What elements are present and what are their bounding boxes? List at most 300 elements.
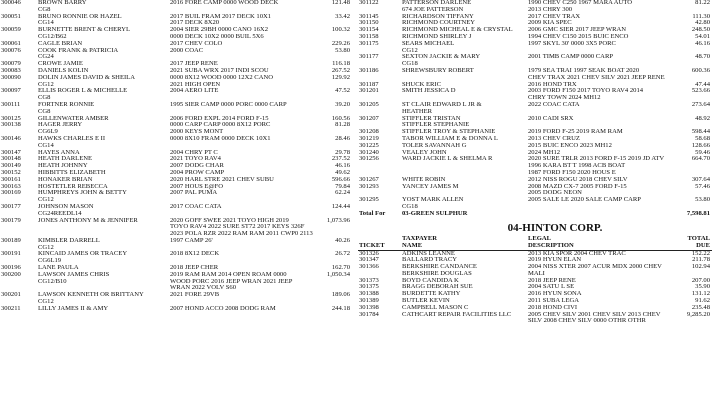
total-due: 54.01: [695, 32, 710, 40]
taxpayer-name: SHREWSBURY ROBERT: [402, 66, 474, 74]
total-due: 53.80: [335, 46, 350, 54]
total-due: 59.46: [695, 148, 710, 156]
ticket-number: 301201: [359, 87, 379, 95]
ticket-number: 301267: [359, 175, 379, 183]
total-due: 116.18: [332, 60, 350, 68]
table-row: [0, 88, 352, 102]
legal-description: 1995 SIER CAMP 0000 PORC 0000 CARP: [170, 100, 287, 108]
taxpayer-name: STIFFLER TROY & STEPHANIE: [402, 128, 496, 136]
legal-description: 2004 NISS XTER 2007 ACUR MDX 2000 CHEV: [528, 263, 662, 271]
ticket-number: 300090: [1, 73, 21, 81]
taxpayer-name: VEALEY JOHN: [402, 148, 447, 156]
header-taxpayer: TAXPAYER: [402, 234, 438, 242]
taxpayer-name: CG12: [38, 243, 54, 251]
left-column: [0, 0, 352, 313]
legal-description: 2019 RAM RAM 2014 OPEN ROAM 0000: [170, 270, 287, 278]
legal-description: 2009 KIA SPEC: [528, 19, 572, 27]
table-row: [0, 48, 352, 62]
legal-description: 2018 HOND CIVI: [528, 303, 578, 311]
legal-description: 0000 DECK 10X2 0000 BUIL 5X6: [170, 32, 264, 40]
ticket-number: 300189: [1, 236, 21, 244]
total-due: 53.80: [695, 196, 710, 204]
taxpayer-name: CAMPBELL MASON C: [402, 303, 469, 311]
total-due: 46.16: [335, 162, 350, 170]
taxpayer-name: CG24REEDL14: [38, 209, 82, 217]
ticket-number: 300083: [1, 66, 21, 74]
taxpayer-name: BOYD CANDIDA K: [402, 276, 459, 284]
taxpayer-name: SEARS MICHAEL: [402, 39, 455, 47]
ticket-number: 300169: [1, 189, 21, 197]
taxpayer-name: ADKINS LEANNE: [402, 249, 455, 257]
ticket-number: 300211: [1, 304, 21, 312]
ticket-number: 300051: [1, 12, 21, 20]
ticket-number: 301388: [359, 290, 379, 298]
row-line: [0, 88, 352, 95]
total-due: 229.26: [331, 39, 350, 47]
taxpayer-name: HIBBITTS ELIZABETH: [38, 168, 106, 176]
total-due: 111.30: [692, 12, 710, 20]
legal-description: 2005 CHEV SILV 2001 CHEV SILV 2013 CHEV: [528, 310, 661, 318]
total-due: 162.70: [331, 264, 350, 272]
total-due: 131.12: [691, 290, 710, 298]
taxpayer-name: CG12: [38, 196, 54, 204]
ticket-number: 301177: [359, 53, 379, 61]
taxpayer-name: RICHARDSON TIFFANY: [402, 12, 474, 20]
total-due: 128.66: [691, 141, 710, 149]
table-row: [0, 306, 352, 313]
table-row: [0, 204, 352, 218]
total-due: 267.52: [331, 66, 350, 74]
right-records: [358, 0, 712, 211]
taxpayer-name: CG14: [38, 141, 54, 149]
taxpayer-name: WHITE ROBIN: [402, 175, 446, 183]
table-row: [0, 136, 352, 150]
legal-description: 2018 JEEP RENE: [528, 276, 576, 284]
ticket-number: 301145: [359, 12, 379, 20]
ticket-number: 301187: [359, 80, 379, 88]
total-due: 248.50: [691, 26, 710, 34]
taxpayer-name: PATTERSON DARLENE: [402, 0, 472, 6]
total-due: 273.64: [691, 100, 710, 108]
header-ticket: TICKET: [359, 242, 385, 249]
taxpayer-name: WARD JACKIE L & SHELMA R: [402, 155, 493, 163]
legal-description: 2005 SALE LE 2020 SALE CAMP CARP: [528, 196, 641, 204]
taxpayer-name: CG12: [402, 46, 418, 54]
legal-description: 2004 SATU L SE: [528, 283, 575, 291]
total-due: 28.46: [335, 134, 350, 142]
ticket-number: 300111: [1, 100, 21, 108]
ticket-number: 301366: [359, 263, 379, 271]
legal-description: 2013 KIA SPOR 2004 CHEV TRAC: [528, 249, 626, 257]
table-row: [0, 238, 352, 252]
taxpayer-name: COOK FRANK & PATRICIA: [38, 46, 119, 54]
legal-description: 0000 8X12 WOOD 0000 12X2 CANO: [170, 73, 273, 81]
total-due: 600.36: [691, 66, 710, 74]
taxpayer-name: CG6L19: [38, 257, 62, 265]
ticket-number: 301205: [359, 100, 379, 108]
total-due: 81.28: [335, 121, 350, 129]
legal-description: 2007 PAL PUMA: [170, 189, 218, 197]
ticket-number: 300149: [1, 162, 21, 170]
legal-description: 2016 HOND TRX: [528, 80, 577, 88]
taxpayer-name: CG8: [38, 5, 51, 13]
total-label: Total For: [359, 209, 386, 217]
ticket-number: 300079: [1, 60, 21, 68]
table-row: [358, 88, 712, 102]
taxpayer-name: LAWSON KENNETH OR BRITTANY: [38, 291, 144, 299]
taxpayer-name: ELLIS ROGER L & MICHELLE: [38, 87, 128, 95]
taxpayer-name: HAGER JERRY: [38, 121, 83, 129]
total-due: 58.68: [695, 134, 710, 142]
legal-description: 2017 COAC CATA: [170, 202, 222, 210]
taxpayer-name: STIFFLER STEPHANIE: [402, 121, 470, 129]
legal-description: 2023 POLA RZR 2022 RAM RAM 2011 CWP0 2113: [170, 230, 313, 238]
table-row: [358, 197, 712, 211]
ticket-number: 301122: [359, 0, 379, 6]
legal-description: 2006 FORD EXPL 2014 FORD F-15: [170, 114, 269, 122]
legal-description: 2019 HYUN ELAN: [528, 256, 582, 264]
total-due: 189.06: [331, 291, 350, 299]
row-line: [358, 318, 712, 325]
ticket-number: 301293: [359, 182, 379, 190]
total-due: 33.42: [335, 12, 350, 20]
total-due: 47.44: [695, 80, 710, 88]
table-row: [0, 75, 352, 89]
taxpayer-name: BERKSHIRE DOUGLAS: [402, 269, 472, 277]
legal-description: 2024 MH12: [528, 148, 561, 156]
total-due: 244.18: [331, 304, 350, 312]
total-due: 598.44: [691, 128, 710, 136]
ticket-number: 301207: [359, 114, 379, 122]
table-row: [0, 272, 352, 292]
ticket-number: 300061: [1, 39, 21, 47]
ticket-number: 300163: [1, 182, 21, 190]
legal-description: 0000 CARP CARP 0000 8X12 PORC: [170, 121, 271, 129]
header-description: DESCRIPTION: [528, 242, 574, 249]
taxpayer-name: HAWKS CHARLES E II: [38, 134, 106, 142]
total-due: 124.44: [331, 202, 350, 210]
legal-description: MALI: [528, 269, 545, 277]
legal-description: 0000 8X10 FRAM 0000 DECK 10X1: [170, 134, 271, 142]
total-due: 29.78: [335, 148, 350, 156]
legal-description: 2000 KEYS MONT: [170, 128, 224, 136]
legal-description: 2006 GMC SIER 2017 JEEP WRAN: [528, 26, 626, 34]
total-due: 152.22: [691, 249, 710, 257]
taxpayer-name: STIFFLER TRISTAN: [402, 114, 461, 122]
legal-description: 2022 COAC CATA: [528, 100, 580, 108]
total-due: 100.32: [331, 26, 350, 34]
taxpayer-name: CG24: [38, 53, 54, 61]
taxpayer-name: TABOR WILLIAM E & DONNA L: [402, 134, 498, 142]
total-due: 42.80: [695, 19, 710, 27]
legal-description: 2007 HOUS E@FO: [170, 182, 223, 190]
total-due: 211.78: [692, 256, 710, 264]
ticket-number: 301186: [359, 66, 379, 74]
legal-description: WRAN 2022 VOLV S60: [170, 284, 237, 292]
taxpayer-name: LILLY JAMES II & AMY: [38, 304, 109, 312]
header-name: NAME: [402, 242, 423, 249]
legal-description: 2016 HYUN SONA: [528, 290, 582, 298]
total-due: 57.46: [695, 182, 710, 190]
taxpayer-name: HEATHER: [402, 107, 433, 115]
row-line: [0, 0, 352, 7]
legal-description: CHRY TOWN 2024 MH12: [528, 94, 601, 102]
ticket-number: 300161: [1, 175, 21, 183]
taxpayer-name: CG18: [402, 202, 418, 210]
taxpayer-name: HEATH DARLENE: [38, 155, 93, 163]
ticket-number: 300177: [1, 202, 21, 210]
taxpayer-name: CROWE JAMIE: [38, 60, 83, 68]
legal-description: 1997 CAMP 26': [170, 236, 213, 244]
legal-description: 2020 SURE TRLR 2013 FORD F-15 2019 JD ATV: [528, 155, 665, 163]
total-due: 237.52: [331, 155, 350, 163]
table-row: [0, 251, 352, 265]
row-line: [0, 102, 352, 109]
total-amount: 7,598.81: [686, 209, 710, 217]
legal-description: 2015 BUIC ENCO 2023 MH12: [528, 141, 612, 149]
total-due: 79.84: [335, 182, 350, 190]
ticket-number: 301208: [359, 128, 379, 136]
legal-description: 1979 SEA TRAI 1997 SEAK BOAT 2020: [528, 66, 640, 74]
table-row: [0, 14, 352, 28]
ticket-number: 300046: [1, 0, 21, 6]
legal-description: 2016 FORE CAMP 0000 WOOD DECK: [170, 0, 279, 6]
ticket-number: 300059: [1, 26, 21, 34]
taxpayer-name: SHUCK ERIC: [402, 80, 442, 88]
table-row: [358, 116, 712, 130]
legal-description: 2005 DODG NEON: [528, 189, 582, 197]
header-legal: LEGAL: [528, 234, 552, 242]
total-due: 102.94: [691, 263, 710, 271]
taxpayer-name: HEATH JOHNNY: [38, 162, 88, 170]
taxpayer-name: BUTLER KEVIN: [402, 297, 450, 305]
total-due: 664.70: [691, 155, 710, 163]
taxpayer-name: ST CLAIR EDWARD L JR &: [402, 100, 482, 108]
table-row: [0, 27, 352, 41]
legal-description: 2000 COAC: [170, 46, 204, 54]
table-row: [358, 41, 712, 55]
right-column: [358, 0, 712, 325]
ticket-number: 301150: [359, 19, 379, 27]
total-due: 39.20: [335, 100, 350, 108]
legal-description: 2010 CADI SRX: [528, 114, 574, 122]
legal-description: 2018 JEEP CHER: [170, 264, 219, 272]
taxpayer-name: HONAKER BRIAN: [38, 175, 93, 183]
taxpayer-name: KINCAID JAMES OR TRACEY: [38, 250, 128, 258]
taxpayer-name: DANIELS KOLIN: [38, 66, 89, 74]
taxpayer-name: CG12/B62: [38, 32, 67, 40]
total-due: 62.24: [335, 189, 350, 197]
total-due: 1,073.96: [326, 216, 350, 224]
legal-description: 2008 MAZD CX-7 2005 FORD F-15: [528, 182, 627, 190]
total-due: 48.92: [695, 114, 710, 122]
table-row: [358, 156, 712, 176]
taxpayer-name: YOST MARK ALLEN: [402, 196, 464, 204]
taxpayer-name: YANCEY JAMES M: [402, 182, 459, 190]
ticket-number: 300200: [1, 270, 21, 278]
legal-description: 2004 AERO LITE: [170, 87, 219, 95]
taxpayer-name: GILLENWATER AMBER: [38, 114, 109, 122]
row-line: [0, 306, 352, 313]
table-row: [0, 0, 352, 14]
table-row: [0, 190, 352, 204]
legal-description: 2013 CHRY 300: [528, 5, 573, 13]
legal-description: 2021 FORE 29VB: [170, 291, 220, 299]
legal-description: SILV 2008 CHEV SILV 0000 OTHR OTHR: [528, 317, 646, 325]
legal-description: 2003 FORD F150 2017 TOYO RAV4 2014: [528, 87, 644, 95]
section-title: 04-HINTON CORP.: [507, 221, 603, 234]
ticket-number: 300148: [1, 155, 21, 163]
ticket-number: 301784: [359, 310, 379, 318]
legal-description: 2004 CHRY PT C: [170, 148, 218, 156]
total-due: 47.52: [335, 87, 350, 95]
total-due: 46.16: [695, 39, 710, 47]
total-due: 81.22: [695, 0, 710, 6]
total-due: 307.64: [691, 175, 710, 183]
table-row: [358, 0, 712, 14]
legal-description: 2017 CHEV TRAX: [528, 12, 581, 20]
taxpayer-name: CG8: [38, 94, 51, 102]
ticket-number: 301225: [359, 141, 379, 149]
ticket-number: 301219: [359, 134, 379, 142]
ticket-number: 301256: [359, 155, 379, 163]
taxpayer-name: TOLER SAVANNAH G: [402, 141, 467, 149]
ticket-number: 300147: [1, 148, 21, 156]
taxpayer-name: SEXTON JACKIE & MARY: [402, 53, 481, 61]
total-due: 40.26: [335, 236, 350, 244]
table-row: [358, 184, 712, 198]
taxpayer-name: JOHNSON MASON: [38, 202, 94, 210]
taxpayer-name: CG14: [38, 19, 54, 27]
ticket-number: 301347: [359, 256, 379, 264]
total-district: 03-GREEN SULPHUR: [402, 209, 468, 217]
taxpayer-name: SMITH JESSICA D: [402, 87, 456, 95]
total-due: 1,050.34: [326, 270, 350, 278]
table-row: [0, 122, 352, 136]
table-row: [358, 264, 712, 278]
legal-description: 2017 DECK 8X20: [170, 19, 220, 27]
total-row: [358, 211, 712, 218]
legal-description: 2017 CHEV COLO: [170, 39, 223, 47]
taxpayer-name: DOLIN JAMES DAVID & SHEILA: [38, 73, 135, 81]
legal-description: WOOD PORC 2016 JEEP WRAN 2021 JEEP: [170, 277, 293, 285]
total-due: 207.00: [691, 276, 710, 284]
legal-description: 2019 FORD F-25 2019 RAM RAM: [528, 128, 623, 136]
taxpayer-name: CG6L9: [38, 128, 58, 136]
table-row: [358, 54, 712, 68]
taxpayer-name: 674 JOE PATTERSON: [402, 5, 464, 13]
taxpayer-name: BALLARD TRACY: [402, 256, 458, 264]
taxpayer-name: BERKSHIRE CANDANCE: [402, 263, 477, 271]
ticket-number: 300179: [1, 216, 21, 224]
legal-description: 2017 BUIL FRAM 2017 DECK 10X1: [170, 12, 272, 20]
taxpayer-name: CG12: [38, 80, 54, 88]
legal-description: TOYO RAV4 2022 SURE ST72 2017 KEYS 326F: [170, 223, 305, 231]
taxpayer-name: HAYES ANNA: [38, 148, 80, 156]
ticket-number: 301158: [359, 32, 379, 40]
legal-description: 2004 SIER 29BH 0000 CANO 16X2: [170, 26, 268, 34]
total-due: 596.66: [331, 175, 350, 183]
ticket-number: 301375: [359, 283, 379, 291]
ticket-number: 301154: [359, 26, 379, 34]
ticket-number: 300201: [1, 291, 21, 299]
total-due: 26.72: [335, 250, 350, 258]
legal-description: 2012 NISS ROGU 2018 CHEV SILV: [528, 175, 628, 183]
total-due: 523.66: [691, 87, 710, 95]
legal-description: 2001 TIMB CAMP 0000 CARP: [528, 53, 614, 61]
legal-description: 2007 DODG CHAR: [170, 162, 224, 170]
total-due: 35.90: [695, 283, 710, 291]
table-row: [358, 102, 712, 116]
legal-description: 2004 PROW CAMP: [170, 168, 225, 176]
legal-description: 1996 KARA BT T 1998 ACB BOAT: [528, 162, 626, 170]
total-due: 235.48: [691, 303, 710, 311]
taxpayer-name: CG8: [38, 107, 51, 115]
legal-description: 2020 GOFF SWEE 2021 TOYO HIGH 2019: [170, 216, 289, 224]
taxpayer-name: BROWN BARRY: [38, 0, 87, 6]
taxpayer-name: BRUNO RONNIE OR HAZEL: [38, 12, 122, 20]
legal-description: 1987 FORD F150 2020 HOUS E: [528, 168, 616, 176]
ticket-number: 300125: [1, 114, 21, 122]
ticket-number: 300196: [1, 264, 21, 272]
total-due: 49.62: [335, 168, 350, 176]
ticket-number: 300152: [1, 168, 21, 176]
ticket-number: 301326: [359, 249, 379, 257]
taxpayer-name: KIMBLER DARRELL: [38, 236, 100, 244]
ticket-number: 301373: [359, 276, 379, 284]
taxpayer-name: RICHMOND SHIRLEY J: [402, 32, 472, 40]
taxpayer-name: HOSTETLER REBECCA: [38, 182, 108, 190]
legal-description: 2007 HOND ACCO 2008 DODG RAM: [170, 304, 276, 312]
total-due: 91.62: [695, 297, 710, 305]
taxpayer-name: CG12: [38, 298, 54, 306]
total-due: 48.70: [695, 53, 710, 61]
taxpayer-name: CG18: [402, 60, 418, 68]
taxpayer-name: RICHMOND COURTNEY: [402, 19, 476, 27]
legal-description: 1997 SKYL 30' 0000 3X5 PORC: [528, 39, 616, 47]
taxpayer-name: BURNETTE BRENT & CHERYL: [38, 26, 131, 34]
legal-description: 2021 SUBA WRX 2017 INDI SCOU: [170, 66, 269, 74]
total-due: 160.56: [331, 114, 350, 122]
legal-description: 2021 HIGH OPEN: [170, 80, 221, 88]
legal-description: 2013 CHEV CRUZ: [528, 134, 580, 142]
total-due: 9,285.20: [686, 310, 710, 318]
taxpayer-name: LAWSON JAMES CHRIS: [38, 270, 110, 278]
total-due: 129.92: [331, 73, 350, 81]
ticket-number: 300138: [1, 121, 21, 129]
header-due: DUE: [696, 242, 710, 249]
taxpayer-name: CATHCART REPAIR FACILITIES LLC: [402, 310, 512, 318]
section-records: [358, 251, 712, 326]
table-row: [0, 102, 352, 116]
table-row: [0, 292, 352, 306]
taxpayer-name: HUMPHREYS JOHN & BETTY: [38, 189, 127, 197]
header-total: TOTAL: [687, 234, 710, 242]
ticket-number: 301398: [359, 303, 379, 311]
taxpayer-name: BURDETTE KATHY: [402, 290, 461, 298]
ticket-number: 301295: [359, 196, 379, 204]
taxpayer-name: BRAGG DEBORAH SUE: [402, 283, 473, 291]
legal-description: 2017 JEEP RENE: [170, 60, 218, 68]
ticket-number: 301389: [359, 297, 379, 305]
ticket-number: 301240: [359, 148, 379, 156]
ticket-number: 300146: [1, 134, 21, 142]
legal-description: 2011 SUBA LEGA: [528, 297, 580, 305]
legal-description: 2018 8X12 DECK: [170, 250, 220, 258]
legal-description: 2020 HARL STRE 2021 CHEV SUBU: [170, 175, 274, 183]
legal-description: 1990 CHEV C250 1967 MARA AUTO: [528, 0, 632, 6]
total-due: 121.48: [331, 0, 350, 6]
